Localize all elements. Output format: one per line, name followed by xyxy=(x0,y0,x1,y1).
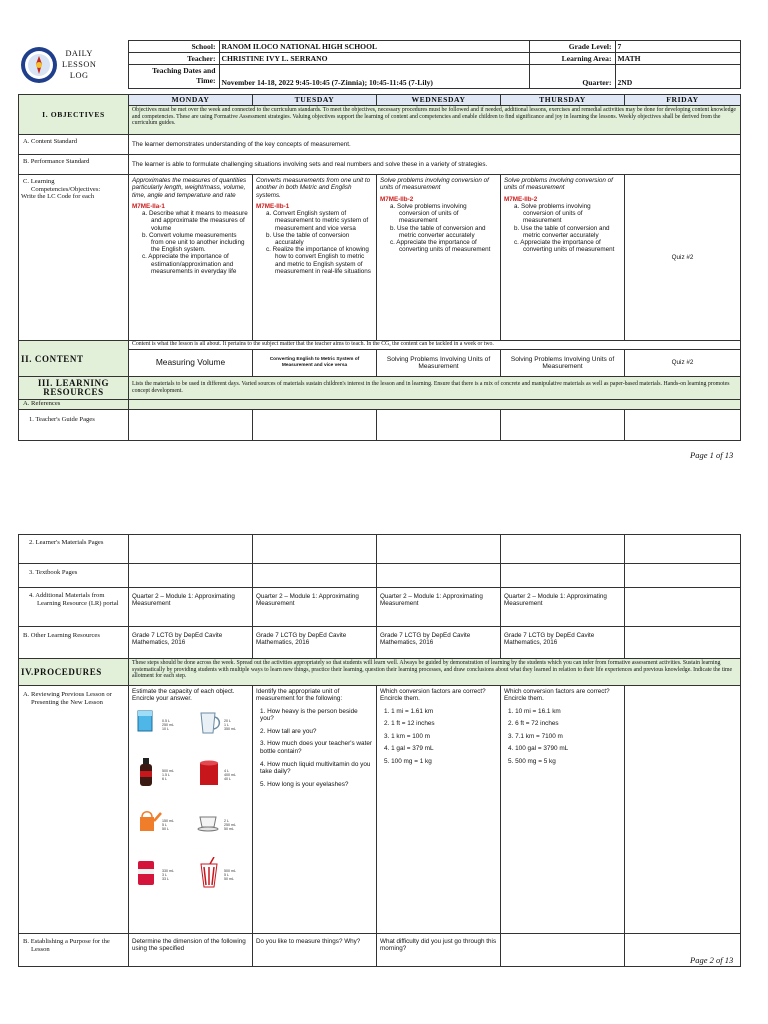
dates-label-line: Teaching Dates and xyxy=(152,66,216,75)
header-table xyxy=(18,40,741,89)
content-standard-text: The learner demonstrates understanding of the key concepts of measurement. xyxy=(129,135,741,155)
log-title-line: LESSON xyxy=(62,60,97,69)
competency-tuesday xyxy=(253,175,377,341)
question-item: 3. How much does your teacher's water bottle contain? xyxy=(260,740,373,755)
competency-thursday xyxy=(501,175,625,341)
capacity-choice: 500 mL xyxy=(162,768,174,773)
capacity-choice: 40 L xyxy=(224,777,231,781)
capacity-object xyxy=(194,707,252,755)
competency-item: c. Appreciate the importance of estimation/approximation and measurements in everyday life xyxy=(142,253,237,275)
capacity-choice: 250 mL xyxy=(224,822,236,827)
competency-wednesday xyxy=(377,175,501,341)
capacity-choices xyxy=(162,819,174,832)
review-tuesday xyxy=(253,686,377,934)
capacity-choices xyxy=(224,769,236,782)
other-resources-monday: Grade 7 LCTG by DepEd Cavite Mathematics, 2016 xyxy=(129,627,253,659)
capacity-object xyxy=(132,757,190,805)
empty-cell xyxy=(625,627,741,659)
empty-cell xyxy=(501,535,625,564)
references-fill xyxy=(129,400,741,410)
lesson-table-page-1 xyxy=(18,94,741,441)
watering-can-icon xyxy=(134,807,162,839)
other-resources-label: B. Other Learning Resources xyxy=(19,627,129,659)
review-monday-instruction: Estimate the capacity of each object. Encircle your answer. xyxy=(132,688,235,703)
content-wednesday: Solving Problems Involving Units of Measurement xyxy=(377,350,501,377)
empty-cell xyxy=(129,410,253,441)
question-item: 1. How heavy is the person beside you? xyxy=(260,707,358,723)
empty-cell xyxy=(625,564,741,588)
empty-cell xyxy=(625,535,741,564)
quarter-label: Quarter: xyxy=(529,65,615,89)
competency-item: a. Convert English system of measurement to metric system of measurement and vice versa xyxy=(266,210,369,232)
capacity-object xyxy=(194,857,252,905)
resources-heading: III. LEARNING RESOURCES xyxy=(19,377,129,400)
soda-can-icon xyxy=(134,857,162,889)
capacity-choice: 50 L xyxy=(162,827,169,831)
additional-materials-tuesday: Quarter 2 – Module 1: Approximating Measurement xyxy=(253,588,377,627)
empty-cell xyxy=(377,535,501,564)
review-thursday xyxy=(501,686,625,934)
capacity-choices xyxy=(162,869,174,882)
empty-cell xyxy=(501,564,625,588)
school-label: School: xyxy=(128,41,219,53)
capacity-object xyxy=(194,807,252,855)
paint-can-icon xyxy=(196,757,224,789)
empty-cell xyxy=(253,564,377,588)
grade-value: 7 xyxy=(615,41,740,53)
school-value: RANOM ILOCO NATIONAL HIGH SCHOOL xyxy=(219,41,529,53)
content-heading: II. CONTENT xyxy=(19,341,129,377)
additional-materials-monday: Quarter 2 – Module 1: Approximating Measurement xyxy=(129,588,253,627)
content-monday: Measuring Volume xyxy=(129,350,253,377)
competency-item: b. Use the table of conversion and metric converter accurately xyxy=(390,224,486,239)
page-number: Page 1 of 13 xyxy=(690,450,734,460)
other-resources-thursday: Grade 7 LCTG by DepEd Cavite Mathematics, 2016 xyxy=(501,627,625,659)
page-number: Page 2 of 13 xyxy=(690,955,734,965)
area-value: MATH xyxy=(615,53,740,65)
deped-seal-icon xyxy=(20,46,58,84)
dates-label-line: Time: xyxy=(196,76,216,85)
capacity-choice: 330 mL xyxy=(162,868,174,873)
competency-item: b. Convert volume measurements from one unit to another including the English system. xyxy=(142,231,245,254)
content-standard-label: A. Content Standard xyxy=(19,135,129,155)
teacher-label: Teacher: xyxy=(128,53,219,65)
lesson-table-page-2 xyxy=(18,534,741,967)
objectives-note: Objectives must be met over the week and connected to the curriculum standards. To meet the objectives, necessary procedures must be followed and if needed, additional lessons, exercises and remedial activities may be done for developing content knowledge and competencies. These are using Formative Assessment strategies. Valuing objectives support the learning of content and competencies and enable children to find significance and joy in learning the lessons. Weekly objectives shall be derived from the curriculum guides. xyxy=(129,106,741,135)
capacity-choice: 150 mL xyxy=(162,818,174,823)
conversion-item: 1. 10 mi = 16.1 km xyxy=(508,707,561,715)
capacity-object xyxy=(132,707,190,755)
empty-cell xyxy=(377,410,501,441)
capacity-choice: 350 mL xyxy=(224,727,236,731)
learners-materials-label: 2. Learner's Materials Pages xyxy=(19,535,129,564)
quarter-value: 2ND xyxy=(615,65,740,89)
empty-cell xyxy=(501,410,625,441)
content-thursday: Solving Problems Involving Units of Measurement xyxy=(501,350,625,377)
teacher-value: CHRISTINE IVY L. SERRANO xyxy=(219,53,529,65)
capacity-choices xyxy=(224,719,236,732)
competency-title: Converts measurements from one unit to another in both Metric and English systems. xyxy=(256,177,371,199)
review-lesson-label: A. Reviewing Previous Lesson or Presenting the New Lesson xyxy=(19,686,129,934)
empty-cell xyxy=(501,934,625,967)
objectives-heading: I. OBJECTIVES xyxy=(19,95,129,135)
review-thursday-instruction: Which conversion factors are correct? Encircle them. xyxy=(504,688,610,703)
review-wednesday xyxy=(377,686,501,934)
glass-icon xyxy=(134,707,162,739)
capacity-choice: 50 mL xyxy=(224,827,234,831)
purpose-monday: Determine the dimension of the following using the specified xyxy=(129,934,253,967)
question-item: 4. How much liquid multivitamin do you take daily? xyxy=(260,760,371,776)
content-friday: Quiz #2 xyxy=(625,350,741,377)
competency-item: a. Solve problems involving conversion of units of measurement xyxy=(390,202,467,225)
conversion-item: 3. 1 km = 100 m xyxy=(384,732,430,740)
additional-materials-wednesday: Quarter 2 – Module 1: Approximating Measurement xyxy=(377,588,501,627)
content-tuesday: Converting English to Metric System of Measurement and vice versa xyxy=(253,350,377,377)
conversion-item: 3. 7.1 km = 7100 m xyxy=(508,732,563,740)
competencies-label-note: Write the LC Code for each xyxy=(21,193,95,201)
conversion-item: 5. 500 mg = 5 kg xyxy=(508,757,556,765)
conversion-item: 2. 1 ft = 12 inches xyxy=(384,720,435,728)
capacity-choice: 50 mL xyxy=(224,877,234,881)
review-monday xyxy=(129,686,253,934)
content-note: Content is what the lesson is all about. It pertains to the subject matter that the teacher aims to teach. In the CG, the content can be tackled in a week or two. xyxy=(129,341,741,350)
competency-title: Solve problems involving conversion of units of measurement xyxy=(380,177,489,192)
empty-cell xyxy=(625,588,741,627)
capacity-objects-grid xyxy=(132,707,249,905)
competency-title: Solve problems involving conversion of units of measurement xyxy=(504,177,613,192)
review-wednesday-instruction: Which conversion factors are correct? Encircle them. xyxy=(380,688,486,703)
grade-label: Grade Level: xyxy=(529,41,615,53)
additional-materials-label: 4. Additional Materials from Learning Resource (LR) portal xyxy=(19,588,129,627)
teacup-icon xyxy=(196,807,224,839)
capacity-choice: 3 L xyxy=(162,872,167,877)
question-item: 5. How long is your eyelashes? xyxy=(260,780,349,788)
capacity-choice: 10 L xyxy=(162,727,169,731)
question-item: 2. How tall are you? xyxy=(260,727,317,735)
competency-item: c. Appreciate the importance of converting units of measurement xyxy=(390,238,491,254)
conversion-item: 4. 100 gal = 3790 mL xyxy=(508,745,569,753)
competency-code: M7ME-IIb-2 xyxy=(380,195,414,203)
purpose-tuesday: Do you like to measure things? Why? xyxy=(253,934,377,967)
capacity-choice: 0.5 L xyxy=(162,718,170,723)
empty-cell xyxy=(377,564,501,588)
capacity-choice: 6 L xyxy=(162,777,167,781)
capacity-choice: 250 mL xyxy=(162,722,174,727)
capacity-choices xyxy=(224,819,236,832)
empty-cell xyxy=(129,564,253,588)
competencies-label-text: C. Learning Competencies/Objectives: xyxy=(23,178,101,193)
capacity-choice: 5 L xyxy=(224,872,229,877)
competency-item: a. Describe what it means to measure and approximate the measures of volume xyxy=(142,210,248,232)
empty-cell xyxy=(625,686,741,934)
procedures-note: These steps should be done across the week. Spread out the activities appropriately so that students will learn well. Always be guided by demonstration of learning by the students which you can infer from formative assessment activities. Sustain learning systematically by providing students with multiple ways to learn new things, practice their learning, question their learning processes, and draw conclusions about what they learned in relation to their life experiences and previous knowledge. Indicate the time allotment for each step. xyxy=(129,659,741,686)
purpose-wednesday: What difficulty did you just go through this morning? xyxy=(377,934,501,967)
conversion-item: 4. 1 gal = 379 mL xyxy=(384,745,434,753)
competencies-label xyxy=(19,175,129,341)
competency-title: Approximates the measures of quantities particularly length, weight/mass, volume, time, angle and temperature and rate xyxy=(132,177,247,199)
competency-item: a. Solve problems involving conversion of units of measurement xyxy=(514,202,591,225)
dates-label xyxy=(128,65,219,89)
competency-code: M7ME-IIb-1 xyxy=(256,202,290,210)
capacity-choice: 33 L xyxy=(162,877,169,881)
capacity-choice: 4 L xyxy=(224,768,229,773)
capacity-choice: 1.5 L xyxy=(162,772,170,777)
capacity-choice: 1 L xyxy=(224,722,229,727)
capacity-choices xyxy=(162,719,174,732)
other-resources-wednesday: Grade 7 LCTG by DepEd Cavite Mathematics, 2016 xyxy=(377,627,501,659)
drink-cup-icon xyxy=(196,857,224,889)
competency-item: c. Realize the importance of knowing how to convert English to metric and metric to English system of measurement in real-life situations xyxy=(266,246,371,275)
competency-monday xyxy=(129,175,253,341)
competency-code: M7ME-IIb-2 xyxy=(504,195,538,203)
capacity-object xyxy=(132,807,190,855)
capacity-object xyxy=(194,757,252,805)
day-header: FRIDAY xyxy=(625,95,741,106)
references-label: A. References xyxy=(19,400,129,410)
competency-item: c. Appreciate the importance of converting units of measurement xyxy=(514,238,615,254)
performance-standard-label: B. Performance Standard xyxy=(19,155,129,175)
area-label: Learning Area: xyxy=(529,53,615,65)
empty-cell xyxy=(625,410,741,441)
day-header: TUESDAY xyxy=(253,95,377,106)
conversion-item: 2. 6 ft = 72 inches xyxy=(508,720,559,728)
soda-bottle-icon xyxy=(134,757,162,789)
resources-note: Lists the materials to be used in different days. Varied sources of materials sustain children's interest in the lesson and in learning. Ensure that there is a mix of concrete and manipulative materials as well as paper-based materials. Hands-on learning promotes concept development. xyxy=(129,377,741,400)
competency-item: b. Use the table of conversion and metric converter accurately xyxy=(514,224,610,239)
log-title-line: LOG xyxy=(69,71,89,80)
competency-item: b. Use the table of conversion accurately xyxy=(266,231,350,246)
deped-seal-block xyxy=(18,41,128,89)
capacity-choices xyxy=(162,769,174,782)
capacity-choice: 5 L xyxy=(162,822,167,827)
capacity-choice: 500 mL xyxy=(224,868,236,873)
empty-cell xyxy=(253,535,377,564)
conversion-item: 5. 100 mg = 1 kg xyxy=(384,757,432,765)
log-title-line: DAILY xyxy=(65,49,93,58)
dates-value: November 14-18, 2022 9:45-10:45 (7-Zinnia); 10:45-11:45 (7-Lily) xyxy=(219,65,529,89)
teachers-guide-label: 1. Teacher's Guide Pages xyxy=(19,410,129,441)
empty-cell xyxy=(253,410,377,441)
capacity-object xyxy=(132,857,190,905)
textbook-label: 3. Textbook Pages xyxy=(19,564,129,588)
additional-materials-thursday: Quarter 2 – Module 1: Approximating Measurement xyxy=(501,588,625,627)
capacity-choice: 20 L xyxy=(224,718,231,723)
conversion-item: 1. 1 mi = 1.61 km xyxy=(384,707,434,715)
empty-cell xyxy=(129,535,253,564)
review-tuesday-instruction: Identify the appropriate unit of measurement for the following: xyxy=(256,688,343,703)
competency-code: M7ME-IIa-1 xyxy=(132,202,165,210)
performance-standard-text: The learner is able to formulate challenging situations involving sets and real numbers and solve these in a variety of strategies. xyxy=(129,155,741,175)
capacity-choice: 400 mL xyxy=(224,772,236,777)
other-resources-tuesday: Grade 7 LCTG by DepEd Cavite Mathematics, 2016 xyxy=(253,627,377,659)
day-header: WEDNESDAY xyxy=(377,95,501,106)
day-header: MONDAY xyxy=(129,95,253,106)
procedures-heading: IV.PROCEDURES xyxy=(19,659,129,686)
pitcher-icon xyxy=(196,707,224,739)
capacity-choices xyxy=(224,869,236,882)
capacity-choice: 2 L xyxy=(224,818,229,823)
competency-friday: Quiz #2 xyxy=(625,175,741,341)
day-header: THURSDAY xyxy=(501,95,625,106)
purpose-label: B. Establishing a Purpose for the Lesson xyxy=(19,934,129,967)
